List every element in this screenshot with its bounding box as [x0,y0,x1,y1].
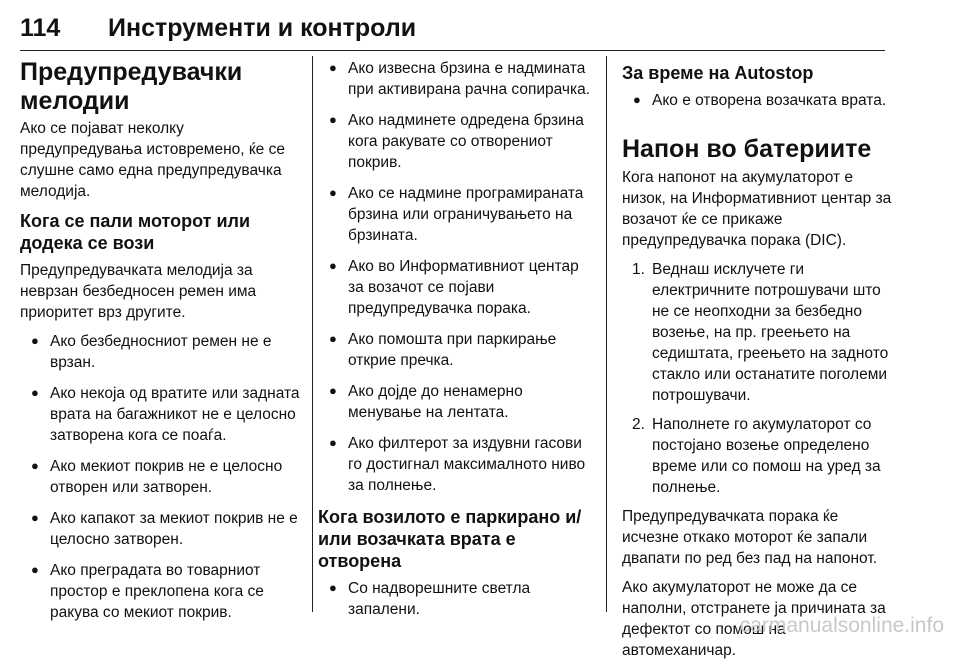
list-item [622,414,894,498]
list-item: ● Ако во Информативниот центар за возачот се појави предупредувачка порака. [318,256,595,319]
step-number: 1. [632,261,645,278]
list-item: ● Ако мекиот покрив не е целосно отворен или затворен. [20,456,302,498]
paragraph: Предупредувачката порака ќе исчезне откако моторот ќе запали двапати по ред без пад на напонот. [622,508,878,567]
column-1 [20,58,302,633]
bullet-list [622,90,894,111]
bullet-list [318,58,595,496]
page-header [20,14,896,52]
list-item: ● Ако е отворена возачката врата. [622,90,894,111]
step-number: 2. [632,416,645,433]
bullet-list [20,331,302,623]
paragraph: Ако се појават неколку предупредувања истовремено, ќе се слушне само една предупредувачка мелодија. [20,120,285,200]
step-text: Веднаш исклучете ги електричните потрошувачи што не се неопходни за безбедно возење, на пр. греењето на седиштата, греењето на задното стакло или останатите поголеми потрошувачи. [652,261,889,404]
column-divider [312,56,313,612]
list-item: ● Ако надминете одредена брзина кога ракувате со отворениот покрив. [318,110,595,173]
list-item: ● Ако капакот за мекиот покрив не е целосно затворен. [20,508,302,550]
watermark: carmanualsonline.info [739,614,944,637]
list-item: ● Ако помошта при паркирање открие пречка. [318,329,595,371]
list-item: ● Ако филтерот за издувни гасови го достигнал максималното ниво за полнење. [318,433,595,496]
column-divider [606,56,607,612]
list-item: ● Ако преградата во товарниот простор е преклопена кога се ракува со мекиот покрив. [20,560,302,623]
list-item: ● Ако дојде до ненамерно менување на лентата. [318,381,595,423]
bullet-list [318,578,595,620]
step-text: Наполнете го акумулаторот со постојано возење определено време или со помош на уред за полнење. [652,416,881,496]
column-3 [622,58,894,669]
section-heading-warning-chimes: Предупредувачки мелодии [20,58,243,115]
subheading-autostop: За време на Autostop [622,63,814,83]
list-item: ● Ако се надмине програмираната брзина или ограничувањето на брзината. [318,183,595,246]
subheading-engine-running: Кога се пали моторот или додека се вози [20,211,251,253]
page-number: 114 [20,14,61,42]
list-item [622,259,894,406]
section-heading-battery-voltage: Напон во батериите [622,135,872,163]
paragraph: Ако акумулаторот не може да се наполни, отстранете ја причината за дефектот со помош на автомеханичар. [622,579,886,659]
paragraph: Кога напонот на акумулаторот е низок, на Информативниот центар за возачот ќе се прикаже предупредувачка порака (DIC). [622,169,892,249]
list-item: ● Со надворешните светла запалени. [318,578,595,620]
column-2 [318,58,595,630]
list-item: ● Ако извесна брзина е надмината при активирана рачна сопирачка. [318,58,595,100]
paragraph: Предупредувачката мелодија за неврзан безбедносен ремен има приоритет врз другите. [20,262,257,321]
numbered-list [622,259,894,498]
list-item: ● Ако безбедносниот ремен не е врзан. [20,331,302,373]
running-title: Инструменти и контроли [108,14,417,42]
list-item: ● Ако некоја од вратите или задната врата на багажникот не е целосно затворена кога се поаѓа. [20,383,302,446]
header-rule [20,50,885,51]
subheading-parked: Кога возилото е паркирано и/или возачката врата е отворена [318,507,582,571]
